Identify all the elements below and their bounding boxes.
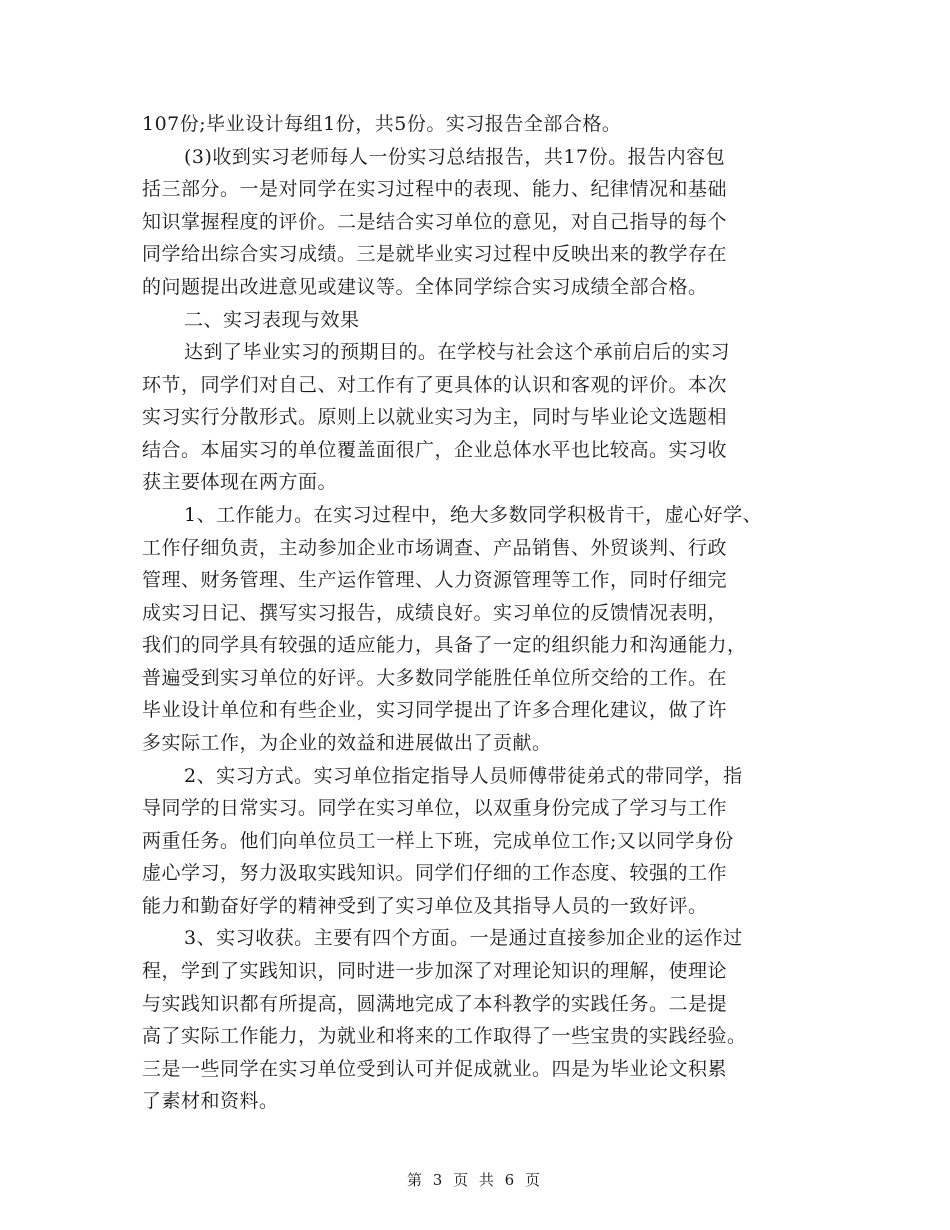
text-line: 成实习日记、撰写实习报告，成绩良好。实习单位的反馈情况表明， [142, 602, 728, 624]
text-line: 的问题提出改进意见或建议等。全体同学综合实习成绩全部合格。 [142, 276, 708, 298]
text-line: 括三部分。一是对同学在实习过程中的表现、能力、纪律情况和基础 [142, 178, 728, 200]
text-line: 两重任务。他们向单位员工一样上下班，完成单位工作;又以同学身份 [142, 830, 734, 852]
text-line: 导同学的日常实习。同学在实习单位，以双重身份完成了学习与工作 [142, 797, 728, 819]
text-line: 管理、财务管理、生产运作管理、人力资源管理等工作，同时仔细完 [142, 569, 728, 591]
text-line: (3)收到实习老师每人一份实习总结报告，共17份。报告内容包 [184, 146, 726, 168]
text-line: 与实践知识都有所提高，圆满地完成了本科教学的实践任务。二是提 [142, 993, 728, 1015]
text-line: 能力和勤奋好学的精神受到了实习单位及其指导人员的一致好评。 [142, 895, 708, 917]
text-line: 实习实行分散形式。原则上以就业实习为主，同时与毕业论文选题相 [142, 406, 728, 428]
text-line: 3、实习收获。主要有四个方面。一是通过直接参加企业的运作过 [184, 927, 743, 949]
section-heading: 二、实习表现与效果 [184, 309, 360, 331]
text-line: 结合。本届实习的单位覆盖面很广，企业总体水平也比较高。实习收 [142, 439, 728, 461]
text-line: 毕业设计单位和有些企业，实习同学提出了许多合理化建议，做了许 [142, 699, 728, 721]
text-line: 1、工作能力。在实习过程中，绝大多数同学积极肯干，虚心好学、 [184, 504, 763, 526]
text-line: 虚心学习，努力汲取实践知识。同学们仔细的工作态度、较强的工作 [142, 862, 728, 884]
text-line: 获主要体现在两方面。 [142, 471, 338, 493]
page-number-footer: 第 3 页 共 6 页 [407, 1171, 543, 1189]
text-line: 达到了毕业实习的预期目的。在学校与社会这个承前启后的实习 [184, 341, 731, 363]
text-line: 三是一些同学在实习单位受到认可并促成就业。四是为毕业论文积累 [142, 1058, 728, 1080]
text-line: 同学给出综合实习成绩。三是就毕业实习过程中反映出来的教学存在 [142, 243, 728, 265]
text-line: 环节，同学们对自己、对工作有了更具体的认识和客观的评价。本次 [142, 374, 728, 396]
text-line: 工作仔细负责，主动参加企业市场调查、产品销售、外贸谈判、行政 [142, 537, 728, 559]
text-line: 普遍受到实习单位的好评。大多数同学能胜任单位所交给的工作。在 [142, 667, 728, 689]
text-line: 我们的同学具有较强的适应能力，具备了一定的组织能力和沟通能力， [142, 634, 747, 656]
text-line: 107份;毕业设计每组1份，共5份。实习报告全部合格。 [142, 113, 622, 135]
text-line: 多实际工作，为企业的效益和进展做出了贡献。 [142, 732, 552, 754]
text-line: 了素材和资料。 [142, 1090, 279, 1112]
text-line: 高了实际工作能力，为就业和将来的工作取得了一些宝贵的实践经验。 [142, 1025, 747, 1047]
text-line: 程，学到了实践知识，同时进一步加深了对理论知识的理解，使理论 [142, 960, 728, 982]
text-line: 知识掌握程度的评价。二是结合实习单位的意见，对自己指导的每个 [142, 211, 728, 233]
text-line: 2、实习方式。实习单位指定指导人员师傅带徒弟式的带同学，指 [184, 765, 743, 787]
